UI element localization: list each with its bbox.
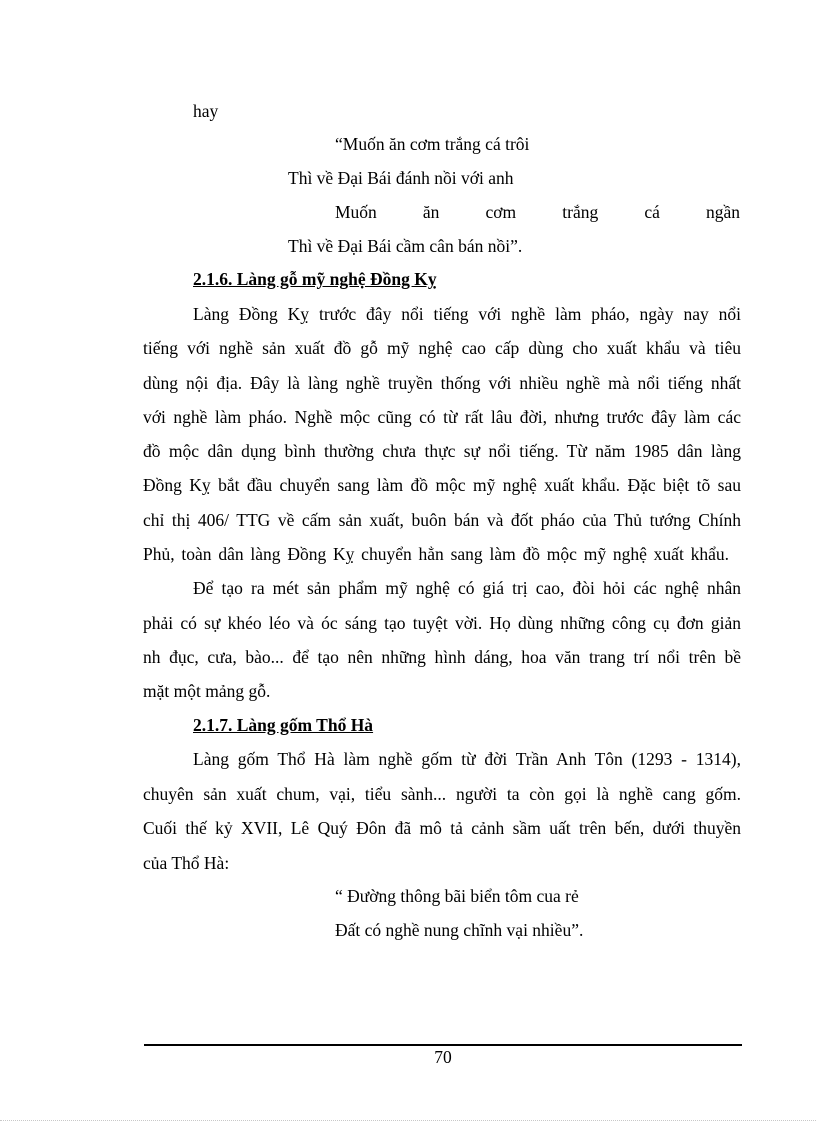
poem1-line-3: Muốn ăn cơm trắng cá ngần: [335, 202, 740, 222]
section-2-1-6-p1-line-6: Đồng Kỵ bắt đầu chuyển sang làm đồ mộc mỹ nghệ xuất khẩu. Đặc biệt tõ sau: [143, 475, 741, 495]
section-2-1-7-p1-line-4: của Thổ Hà:: [143, 853, 230, 873]
section-2-1-6-p2-line-3: nh đục, cưa, bào... để tạo nên những hình dáng, hoa văn trang trí nổi trên bề: [143, 647, 741, 667]
section-2-1-6-p2-line-4: mặt một mảng gỗ.: [143, 681, 271, 701]
poem1-line-4: Thì về Đại Bái cầm cân bán nồi”.: [288, 236, 523, 256]
poem1-line-1: “Muốn ăn cơm trắng cá trôi: [335, 134, 530, 154]
section-2-1-6-p1-line-4: với nghề làm pháo. Nghề mộc cũng có từ rất lâu đời, nhưng trước đây làm các: [143, 407, 741, 427]
section-2-1-7-poem-line-1: “ Đường thông bãi biển tôm cua rẻ: [335, 886, 579, 906]
poem1-line-2: Thì về Đại Bái đánh nồi với anh: [288, 168, 514, 188]
section-2-1-7-poem-line-2: Đất có nghề nung chĩnh vại nhiều”.: [335, 920, 584, 940]
section-2-1-6-p1-line-7: chỉ thị 406/ TTG về cấm sản xuất, buôn bán và đốt pháo của Thủ tướng Chính: [143, 510, 741, 530]
page-edge-divider: [0, 1120, 816, 1121]
section-2-1-6-p2-line-1: Để tạo ra mét sản phẩm mỹ nghệ có giá trị cao, đòi hỏi các nghệ nhân: [193, 578, 741, 598]
section-2-1-6-p1-line-8: Phủ, toàn dân làng Đồng Kỵ chuyển hẳn sang làm đồ mộc mỹ nghệ xuất khẩu.: [143, 544, 729, 564]
intro-text: hay: [193, 101, 219, 121]
page-number: 70: [434, 1047, 452, 1067]
section-2-1-7-p1-line-3: Cuối thế kỷ XVII, Lê Quý Đôn đã mô tả cảnh sầm uất trên bến, dưới thuyền: [143, 818, 741, 838]
section-2-1-6-p1-line-1: Làng Đồng Kỵ trước đây nổi tiếng với nghề làm pháo, ngày nay nổi: [193, 304, 741, 324]
section-2-1-6-p1-line-3: dùng nội địa. Đây là làng nghề truyền thống với nhiều nghề mà nổi tiếng nhất: [143, 373, 741, 393]
section-2-1-6-p1-line-5: đồ mộc dân dụng bình thường chưa thực sự nổi tiếng. Từ năm 1985 dân làng: [143, 441, 741, 461]
section-2-1-7-heading: 2.1.7. Làng gốm Thổ Hà: [193, 715, 374, 735]
section-2-1-6-heading: 2.1.6. Làng gỗ mỹ nghệ Đồng Kỵ: [193, 269, 437, 289]
section-2-1-6-p2-line-2: phải có sự khéo léo và óc sáng tạo tuyệt vời. Họ dùng những công cụ đơn giản: [143, 613, 741, 633]
section-2-1-7-p1-line-1: Làng gốm Thổ Hà làm nghề gốm từ đời Trần Anh Tôn (1293 - 1314),: [193, 749, 741, 769]
section-2-1-7-p1-line-2: chuyên sản xuất chum, vại, tiểu sành... người ta còn gọi là nghề cang gốm.: [143, 784, 741, 804]
section-2-1-6-p1-line-2: tiếng với nghề sản xuất đồ gỗ mỹ nghệ cao cấp dùng cho xuất khẩu và tiêu: [143, 338, 741, 358]
